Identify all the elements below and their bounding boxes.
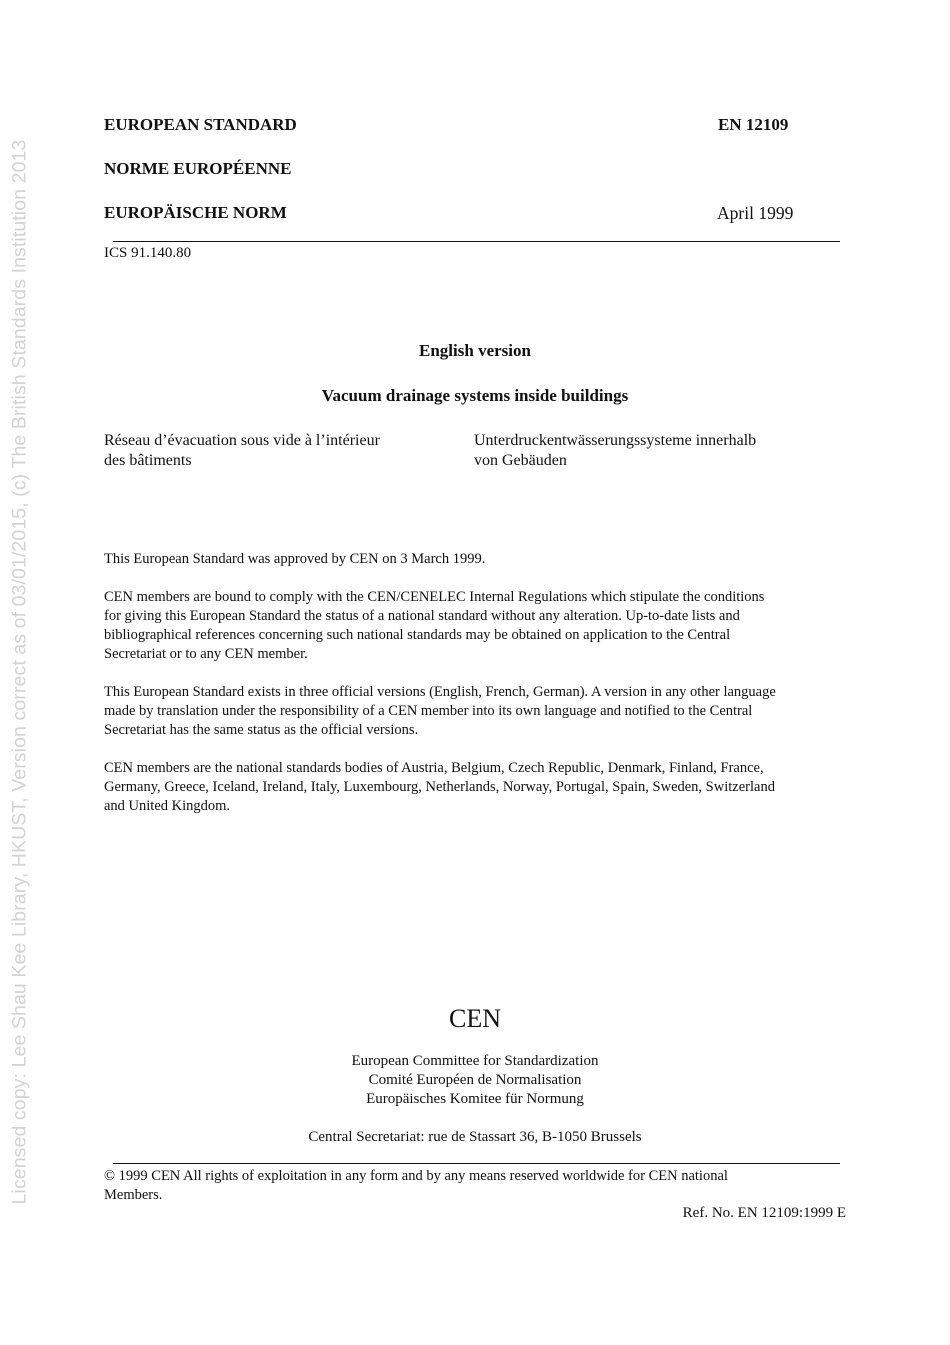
- reference-number: Ref. No. EN 12109:1999 E: [682, 1205, 846, 1221]
- paragraph-regulations: CEN members are bound to comply with the CEN/CENELEC Internal Regulations which stipulate the conditions for giving this European Standard the status of a national standard without any alteration. Up-to-date lists and bibliographical references concerning such national standards may be obtained on application to the Central Secretariat or to any CEN member.: [104, 589, 765, 662]
- secretariat-address: Central Secretariat: rue de Stassart 36, B-1050 Brussels: [308, 1129, 642, 1145]
- title-german-translation: Unterdruckentwässerungssysteme innerhalb von Gebäuden: [474, 432, 757, 469]
- title-german: EUROPÄISCHE NORM: [104, 203, 287, 222]
- header-divider: [113, 241, 840, 242]
- paragraph-versions: This European Standard exists in three official versions (English, French, German). A version in any other language made by translation under the responsibility of a CEN member into its own language and notified to the Central Secretariat has the same status as the official versions.: [104, 684, 776, 738]
- title-french: NORME EUROPÉENNE: [104, 159, 292, 178]
- cen-logo-text: CEN: [449, 1004, 501, 1033]
- approval-statement: This European Standard was approved by CEN on 3 March 1999.: [104, 551, 486, 567]
- copyright-notice: © 1999 CEN All rights of exploitation in any form and by any means reserved worldwide for CEN national Members.: [104, 1168, 728, 1203]
- org-name-english: European Committee for Standardization: [351, 1053, 599, 1069]
- footer-divider: [113, 1163, 840, 1164]
- document-title: Vacuum drainage systems inside buildings: [321, 386, 629, 405]
- title-french-translation: Réseau d’évacuation sous vide à l’intérieur des bâtiments: [104, 432, 380, 469]
- title-english: EUROPEAN STANDARD: [104, 115, 297, 134]
- version-label: English version: [419, 341, 531, 360]
- org-name-german: Europäisches Komitee für Normung: [366, 1091, 584, 1107]
- license-watermark: Licensed copy: Lee Shau Kee Library, HKUST, Version correct as of 03/01/2015, (c) The British Standards Institution 2013: [8, 139, 31, 1205]
- paragraph-members: CEN members are the national standards bodies of Austria, Belgium, Czech Republic, Denmark, Finland, France, Germany, Greece, Iceland, Ireland, Italy, Luxembourg, Netherlands, Norway, Portugal, Spain, Sweden, Switzerland and United Kingdom.: [104, 760, 775, 814]
- ics-code: ICS 91.140.80: [104, 245, 192, 261]
- publication-date: April 1999: [717, 203, 794, 223]
- standard-number: EN 12109: [718, 115, 789, 134]
- org-name-french: Comité Européen de Normalisation: [368, 1072, 582, 1088]
